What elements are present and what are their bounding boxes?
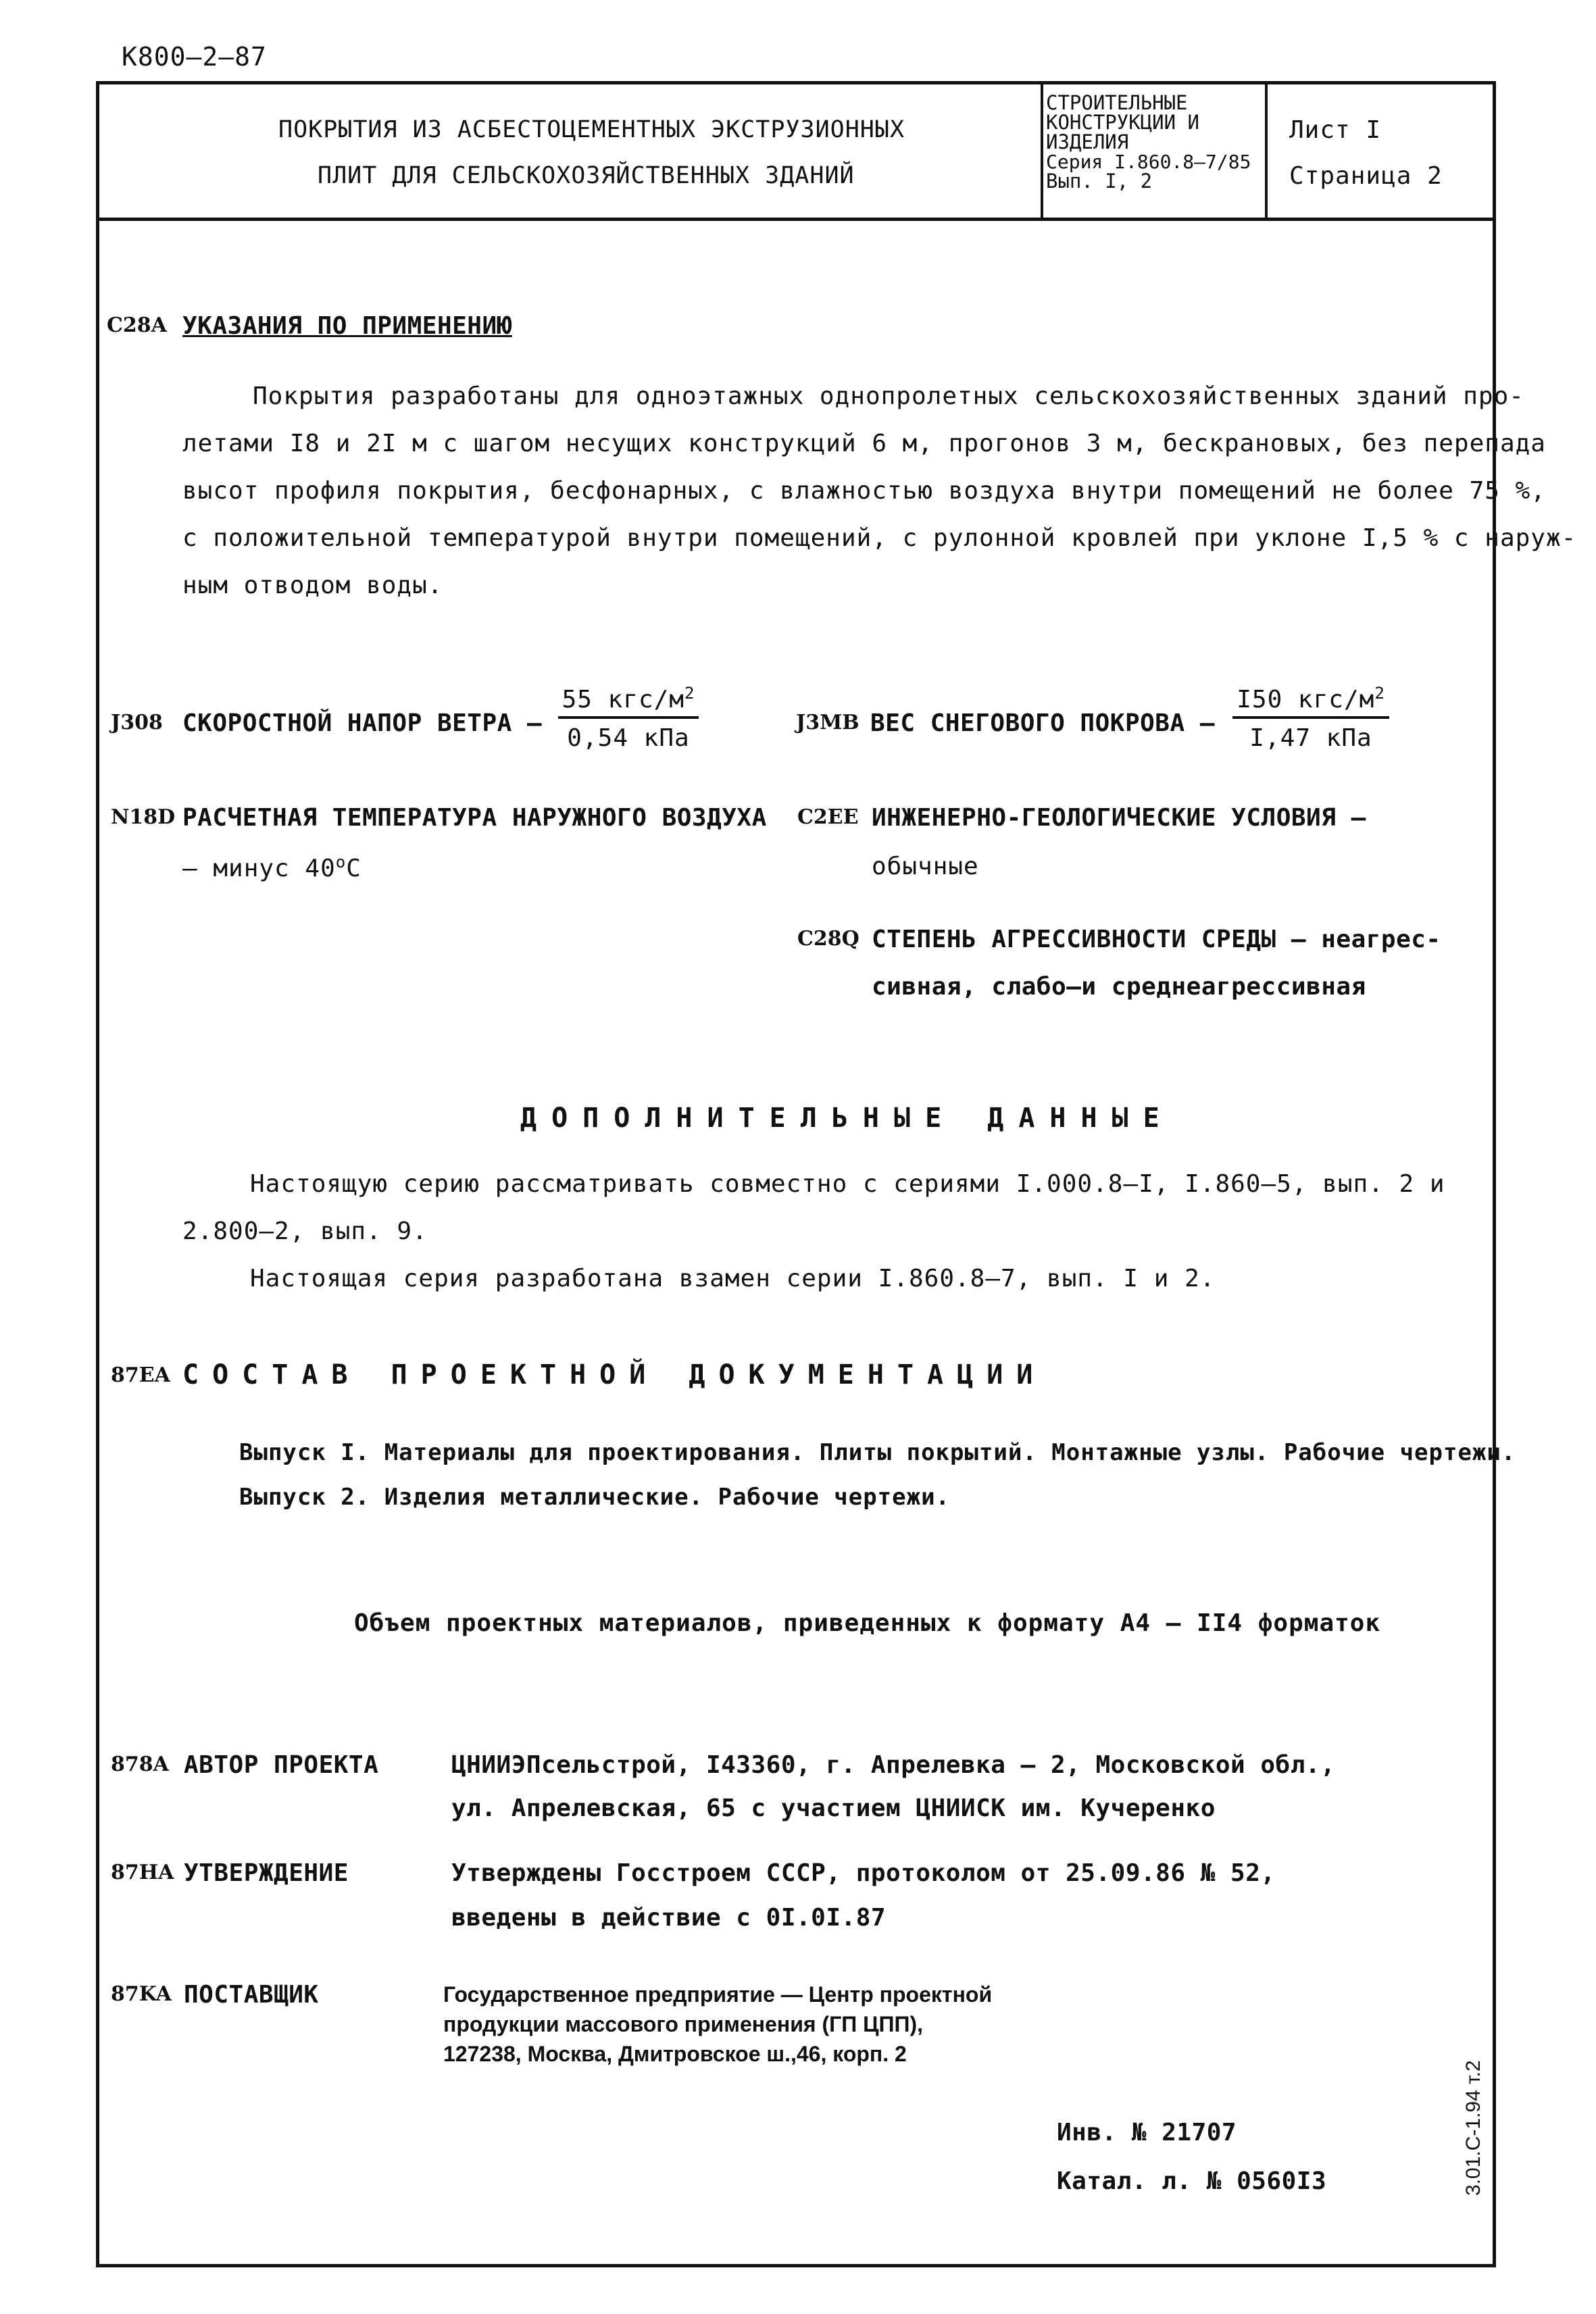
header-series-block xyxy=(1046,93,1251,191)
wind-denominator: 0,54 кПа xyxy=(567,724,690,752)
volume-note: Объем проектных материалов, приведенных к формату А4 – II4 форматок xyxy=(354,1609,1381,1637)
doc-code: К800–2–87 xyxy=(122,42,267,72)
header-page: Страница 2 xyxy=(1289,162,1443,190)
header-col-divider-2 xyxy=(1265,81,1268,219)
approval-label: УТВЕРЖДЕНИЕ xyxy=(184,1859,349,1887)
series-line: Серия I.860.8–7/85 xyxy=(1046,151,1251,173)
application-line: высот профиля покрытия, бесфонарных, с влажностью воздуха внутри помещений не более 75 %, xyxy=(182,477,1546,505)
series-line: ИЗДЕЛИЯ xyxy=(1046,130,1129,153)
series-line: СТРОИТЕЛЬНЫЕ xyxy=(1046,91,1188,114)
inventory-number: Инв. № 21707 xyxy=(1057,2119,1237,2146)
catalog-number: Катал. л. № 0560I3 xyxy=(1057,2167,1327,2195)
temp-code: N18D xyxy=(111,805,176,829)
header-title-line2: ПЛИТ ДЛЯ СЕЛЬСКОХОЗЯЙСТВЕННЫХ ЗДАНИЙ xyxy=(318,162,855,189)
application-code: C28A xyxy=(107,313,167,337)
temp-line2 xyxy=(182,853,361,882)
application-line: летами I8 и 2I м с шагом несущих конструкций 6 м, прогонов 3 м, бескрановых, без перепада xyxy=(182,430,1546,457)
geo-code: C2EE xyxy=(797,805,859,829)
additional-line: Настоящую серию рассматривать совместно с сериями I.000.8–I, I.860–5, вып. 2 и xyxy=(250,1170,1445,1198)
header-title-line1: ПОКРЫТИЯ ИЗ АСБЕСТОЦЕМЕНТНЫХ ЭКСТРУЗИОННЫХ xyxy=(278,116,905,143)
additional-heading: ДОПОЛНИТЕЛЬНЫЕ ДАННЫЕ xyxy=(520,1103,1174,1134)
aggr-line1: СТЕПЕНЬ АГРЕССИВНОСТИ СРЕДЫ – неагрес- xyxy=(872,926,1441,953)
application-line: Покрытия разработаны для одноэтажных однопролетных сельскохозяйственных зданий про- xyxy=(253,382,1524,410)
supplier-code: 87KA xyxy=(111,1982,172,2006)
header-divider xyxy=(96,218,1496,221)
composition-issue-1: Выпуск I. Материалы для проектирования. Плиты покрытий. Монтажные узлы. Рабочие чертежи. xyxy=(239,1439,1516,1466)
temp-unit: C xyxy=(346,855,361,882)
supplier-line3: 127238, Москва, Дмитровское ш.,46, корп. 2 xyxy=(443,2042,907,2066)
composition-heading: СОСТАВ ПРОЕКТНОЙ ДОКУМЕНТАЦИИ xyxy=(182,1359,1047,1390)
additional-line: Настоящая серия разработана взамен серии I.860.8–7, вып. I и 2. xyxy=(250,1265,1216,1292)
approval-line2: введены в действие с 0I.0I.87 xyxy=(451,1904,887,1932)
temp-line1: РАСЧЕТНАЯ ТЕМПЕРАТУРА НАРУЖНОГО ВОЗДУХА xyxy=(182,804,767,832)
application-line: с положительной температурой внутри помещений, с рулонной кровлей при уклоне I,5 % с наруж- xyxy=(182,524,1577,552)
wind-numerator: 55 кгс/м xyxy=(562,686,684,713)
header-sheet: Лист I xyxy=(1289,116,1382,144)
author-label: АВТОР ПРОЕКТА xyxy=(184,1751,379,1779)
superscript-2: 2 xyxy=(684,684,695,703)
supplier-line1: Государственное предприятие — Центр проектной xyxy=(443,1982,993,2007)
series-line: Вып. I, 2 xyxy=(1046,170,1153,193)
composition-code: 87EA xyxy=(111,1363,170,1387)
author-line1: ЦНИИЭПсельстрой, I43360, г. Апрелевка – 2, Московской обл., xyxy=(451,1751,1336,1779)
application-line: ным отводом воды. xyxy=(182,572,443,599)
snow-code: J3MB xyxy=(796,711,859,734)
additional-line: 2.800–2, вып. 9. xyxy=(182,1217,428,1245)
degree-sign: o xyxy=(335,853,347,872)
supplier-label: ПОСТАВЩИК xyxy=(184,1981,319,2009)
superscript-2: 2 xyxy=(1374,684,1385,703)
wind-label: СКОРОСТНОЙ НАПОР ВЕТРА – xyxy=(182,709,543,737)
wind-code: J308 xyxy=(111,711,163,734)
header-col-divider-1 xyxy=(1041,81,1043,219)
aggr-line2: сивная, слабо–и среднеагрессивная xyxy=(872,973,1366,1001)
snow-fraction xyxy=(1230,684,1392,752)
side-stamp: 3.01.C-1.94 т.2 xyxy=(1462,2060,1485,2196)
author-code: 878A xyxy=(111,1753,169,1776)
approval-line1: Утверждены Госстроем СССР, протоколом от 25.09.86 № 52, xyxy=(451,1859,1276,1887)
aggr-code: C28Q xyxy=(797,927,859,951)
snow-denominator: I,47 кПа xyxy=(1249,724,1372,752)
application-heading: УКАЗАНИЯ ПО ПРИМЕНЕНИЮ xyxy=(182,312,512,340)
wind-fraction xyxy=(554,684,703,752)
geo-line2: обычные xyxy=(872,853,979,880)
composition-issue-2: Выпуск 2. Изделия металлические. Рабочие чертежи. xyxy=(239,1484,951,1511)
geo-line1: ИНЖЕНЕРНО-ГЕОЛОГИЧЕСКИЕ УСЛОВИЯ – xyxy=(872,804,1366,832)
supplier-line2: продукции массового применения (ГП ЦПП), xyxy=(443,2012,924,2036)
temp-value: – минус 40 xyxy=(182,855,336,882)
approval-code: 87HA xyxy=(111,1861,174,1884)
snow-numerator: I50 кгс/м xyxy=(1237,686,1375,713)
snow-label: ВЕС СНЕГОВОГО ПОКРОВА – xyxy=(870,709,1215,737)
series-line: КОНСТРУКЦИИ И xyxy=(1046,111,1199,134)
author-line2: ул. Апрелевская, 65 с участием ЦНИИСК им. Кучеренко xyxy=(451,1794,1216,1822)
